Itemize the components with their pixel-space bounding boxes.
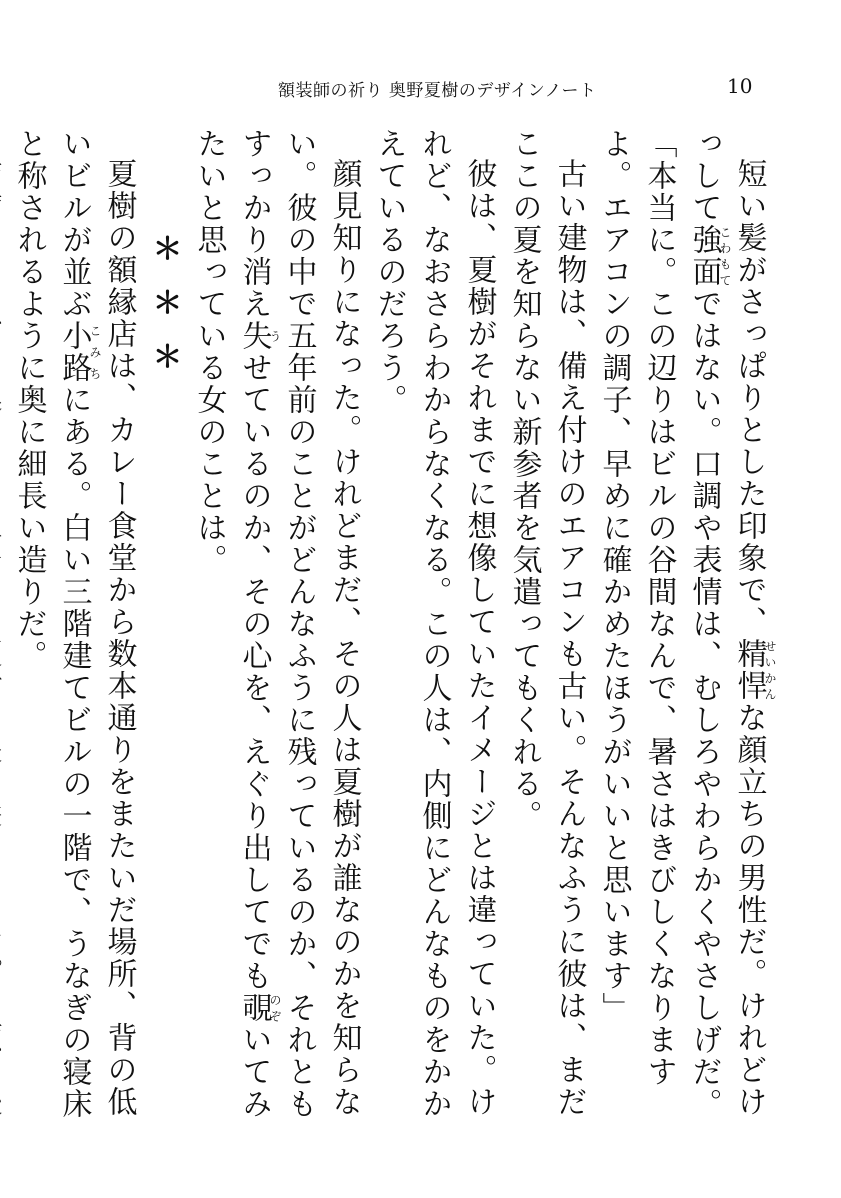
paragraph-2-dialogue: 「本当に。この辺りはビルの谷間なんで、暑さはきびしくなりますよ。エアコンの調子、早めに確かめたほうがいいと思います」 — [596, 128, 677, 1088]
ruby-reading: こみち — [88, 320, 102, 384]
running-title: 額装師の祈り 奥野夏樹のデザインノート — [278, 81, 597, 101]
ruby-base: 覗 — [236, 992, 272, 1024]
page-number: 10 — [727, 74, 753, 98]
text-run: にある。白い三階建てビルの一階で、うなぎの寝床と称されるように奥に細長い造りだ。 — [11, 128, 92, 1120]
ruby-seikan — [731, 638, 777, 702]
section-break-asterisks: ＊＊＊ — [146, 233, 182, 395]
text-run: いてみたいと思っている女のことは。 — [191, 128, 272, 1120]
paragraph-5 — [187, 128, 367, 1138]
ruby-base: 小路 — [56, 320, 92, 384]
text-run: 夏樹の額縁店は、カレー食堂から数本通りをまたいだ場所、背の低いビルが並ぶ — [56, 128, 137, 1118]
text-run: 顔見知りになった。けれどまだ、その人は夏樹が誰なのかを知らない。彼の中で五年前のことがどんなふうに残っているのか、それともすっかり消え — [236, 128, 362, 1120]
ruby-nozo — [236, 992, 282, 1024]
paragraph-7 — [0, 128, 7, 1138]
paragraph-3: 古い建物は、備え付けのエアコンも古い。そんなふうに彼は、まだここの夏を知らない新参者を気遣ってもくれる。 — [506, 128, 587, 1118]
ruby-komichi — [56, 320, 102, 384]
paragraph-1 — [682, 128, 777, 1138]
paragraph-6 — [7, 128, 142, 1138]
ruby-base: 強面 — [686, 224, 722, 288]
ruby-kowamote — [686, 224, 732, 288]
page-header — [0, 72, 841, 102]
ruby-reading: せいかん — [763, 638, 777, 702]
ruby-u — [236, 320, 282, 352]
paragraph-4: 彼は、夏樹がそれまでに想像していたイメージとは違っていた。けれど、なおさらわからなくなる。この人は、内側にどんなものをかかえているのだろう。 — [371, 128, 497, 1120]
vertical-body-text — [11, 128, 777, 1138]
text-run: な顔立ちの男性だ。けれどけっして — [686, 128, 767, 1118]
ruby-base: 精悍 — [731, 638, 767, 702]
text-run: せているのか、その心を、えぐり出してでも — [236, 352, 272, 992]
ruby-base: 失 — [236, 320, 272, 352]
text-run: 短い髪がさっぱりとした印象で、 — [731, 158, 767, 638]
ruby-reading: こわもて — [718, 224, 732, 288]
ruby-reading: のぞ — [268, 992, 282, 1024]
text-run: ではない。口調や表情は、むしろやわらかくやさしげだ。 — [686, 288, 722, 1120]
ruby-reading: う — [268, 320, 282, 352]
